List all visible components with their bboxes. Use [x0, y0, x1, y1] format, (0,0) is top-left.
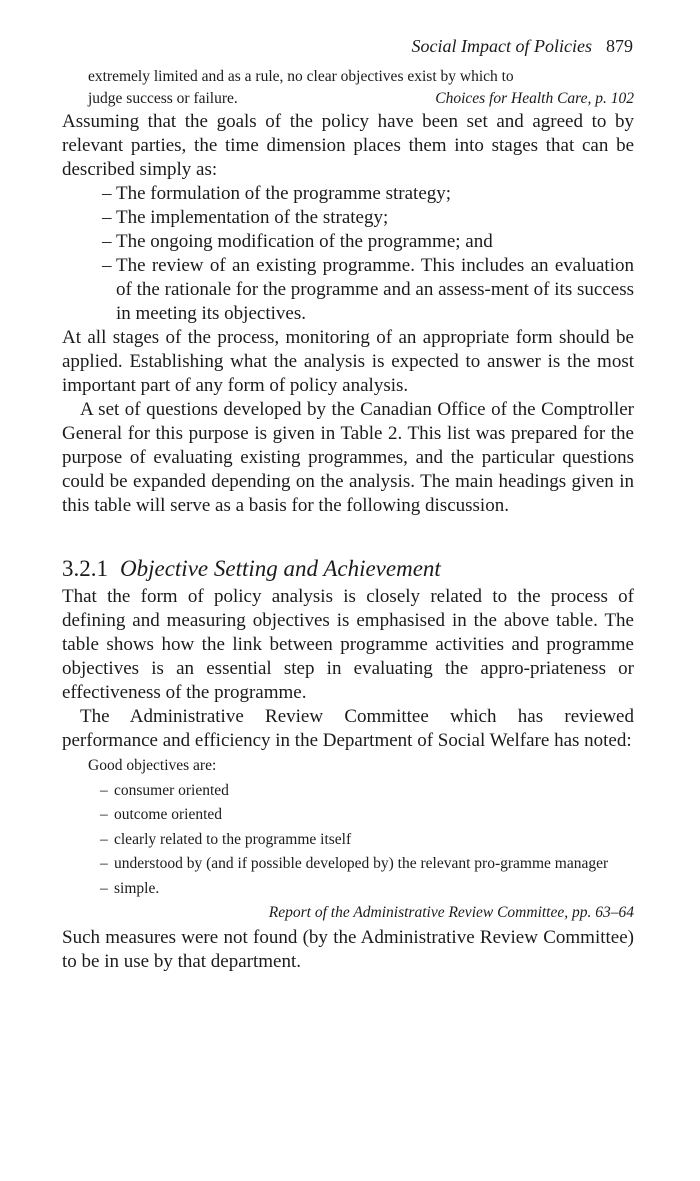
- section-heading: [62, 555, 634, 583]
- page-number: 879: [606, 36, 633, 56]
- paragraph-stages-intro: Assuming that the goals of the policy have been set and agreed to by relevant parties, the time dimension places them into stages that can be described simply as:: [62, 111, 634, 180]
- committee-quote-source: Report of the Administrative Review Committee, pp. 63–64: [268, 904, 634, 921]
- paragraph-committee: The Administrative Review Committee which has reviewed performance and efficiency in the Department of Social Welfare has noted:: [62, 706, 634, 751]
- paragraph-objectives: That the form of policy analysis is closely related to the process of defining and measuring objectives is emphasised in the above table. The table shows how the link between programme activities and programme objectives is an essential step in evaluating the appro-priateness or effectiveness of the programme.: [62, 586, 634, 703]
- top-quote-source: Choices for Health Care, p. 102: [435, 90, 634, 107]
- list-item: – understood by (and if possible developed by) the relevant pro-gramme manager: [100, 853, 634, 875]
- section-number: 3.2.1: [62, 556, 108, 581]
- section-title: Objective Setting and Achievement: [120, 556, 441, 581]
- top-quote-last-line: [88, 88, 634, 110]
- top-quote-line: extremely limited and as a rule, no clear objectives exist by which to: [88, 68, 514, 85]
- list-item: – The formulation of the programme strategy;: [102, 182, 634, 206]
- running-head: [412, 36, 633, 57]
- list-item: – The review of an existing programme. This includes an evaluation of the rationale for the programme and an assess-ment of its success in meeting its objectives.: [102, 254, 634, 326]
- list-item: – The implementation of the strategy;: [102, 206, 634, 230]
- list-item: – consumer oriented: [100, 780, 634, 802]
- committee-quote: [62, 755, 634, 924]
- running-title: Social Impact of Policies: [411, 36, 592, 56]
- paragraph-monitoring: At all stages of the process, monitoring of an appropriate form should be applied. Establishing what the analysis is expected to answer is the most important part of any form of policy analysis.: [62, 327, 634, 396]
- stages-list: [62, 182, 634, 326]
- paragraph-questions: A set of questions developed by the Canadian Office of the Comptroller General for this purpose is given in Table 2. This list was prepared for the purpose of evaluating existing programmes, and the particular questions could be expanded depending on the analysis. The main headings given in this table will serve as a basis for the following discussion.: [62, 399, 634, 516]
- list-item: – clearly related to the programme itself: [100, 829, 634, 851]
- list-item: – The ongoing modification of the programme; and: [102, 230, 634, 254]
- list-item: – outcome oriented: [100, 804, 634, 826]
- top-quote-line: judge success or failure.: [88, 90, 238, 107]
- committee-quote-intro: Good objectives are:: [88, 757, 217, 774]
- good-objectives-list: [88, 780, 634, 900]
- top-quote: [62, 66, 634, 110]
- paragraph-conclusion: Such measures were not found (by the Administrative Review Committee) to be in use by that department.: [62, 926, 634, 972]
- list-item: – simple.: [100, 878, 634, 900]
- page-content: [62, 66, 634, 974]
